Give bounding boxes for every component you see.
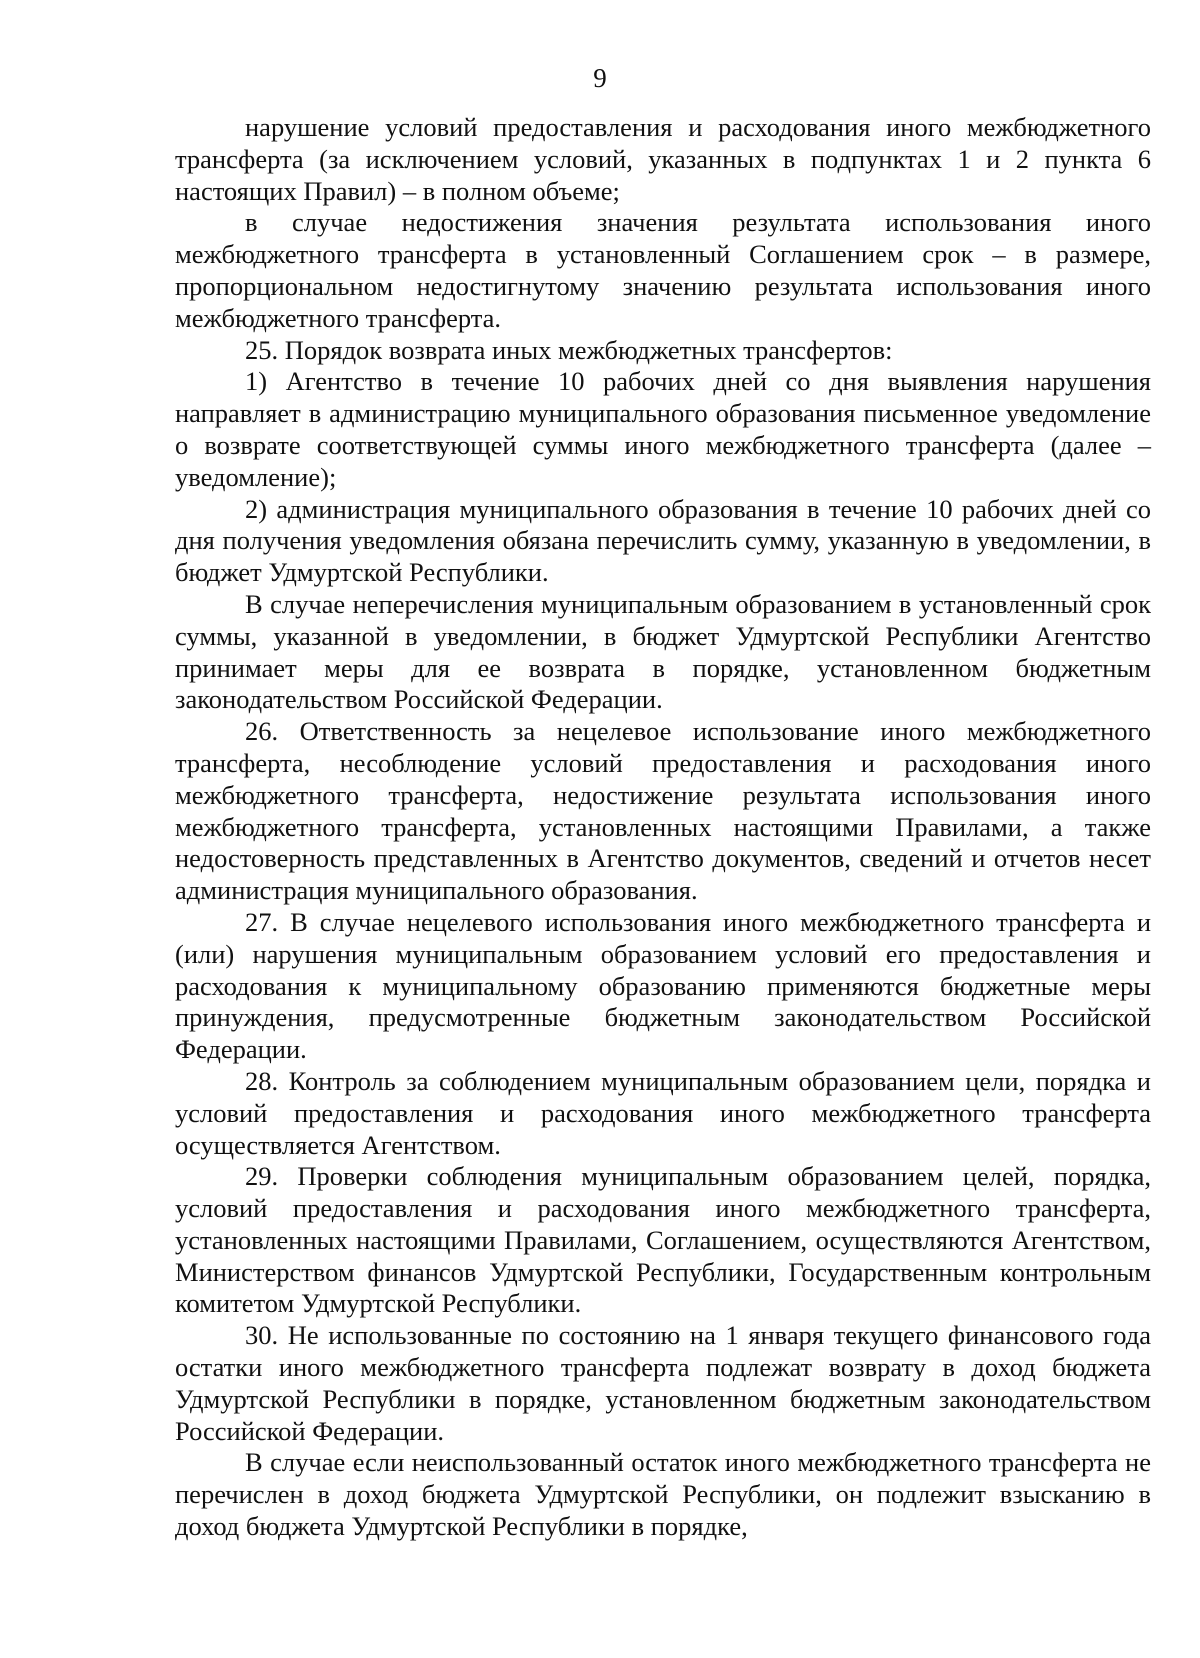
paragraph-penalty-full: нарушение условий предоставления и расходования иного межбюджетного трансферта (за исключением условий, указанных в подпунктах 1 и 2 пункта 6 настоящих Правил) – в полном объеме; bbox=[175, 112, 1151, 206]
paragraph-28: 28. Контроль за соблюдением муниципальным образованием цели, порядка и условий предоставления и расходования иного межбюджетного трансферта осуществляется Агентством. bbox=[175, 1065, 1151, 1160]
paragraph-29: 29. Проверки соблюдения муниципальным образованием целей, порядка, условий предоставления и расходования иного межбюджетного трансферта, установленных настоящими Правилами, Соглашением, осуществляются Агентством, Министерством финансов Удмуртской Республики, Государственным контрольным комитетом Удмуртской Республики. bbox=[175, 1161, 1151, 1319]
document-body bbox=[175, 112, 1151, 1543]
paragraph-25-item-2: 2) администрация муниципального образования в течение 10 рабочих дней со дня получения уведомления обязана перечислить сумму, указанную в уведомлении, в бюджет Удмуртской Республики. bbox=[175, 493, 1151, 588]
page-number: 9 bbox=[593, 63, 607, 93]
paragraph-penalty-proportional: в случае недостижения значения результата использования иного межбюджетного трансферта в установленный Соглашением срок – в размере, пропорциональном недостигнутому значению результата использования иного межбюджетного трансферта. bbox=[175, 207, 1151, 333]
paragraph-26: 26. Ответственность за нецелевое использование иного межбюджетного трансферта, несоблюдение условий предоставления и расходования иного межбюджетного трансферта, недостижение результата использования иного межбюджетного трансферта, установленных настоящими Правилами, а также недостоверность представленных в Агентство документов, сведений и отчетов несет администрация муниципального образования. bbox=[175, 716, 1151, 906]
paragraph-30: 30. Не использованные по состоянию на 1 января текущего финансового года остатки иного межбюджетного трансферта подлежат возврату в доход бюджета Удмуртской Республики в порядке, установленном бюджетным законодательством Российской Федерации. bbox=[175, 1320, 1151, 1446]
paragraph-27: 27. В случае нецелевого использования иного межбюджетного трансферта и (или) нарушения муниципальным образованием условий его предоставления и расходования к муниципальному образованию применяются бюджетные меры принуждения, предусмотренные бюджетным законодательством Российской Федерации. bbox=[175, 906, 1151, 1065]
paragraph-25-heading: 25. Порядок возврата иных межбюджетных трансфертов: bbox=[245, 334, 893, 365]
paragraph-25-item-1: 1) Агентство в течение 10 рабочих дней со дня выявления нарушения направляет в администрацию муниципального образования письменное уведомление о возврате соответствующей суммы иного межбюджетного трансферта (далее – уведомление); bbox=[175, 366, 1151, 492]
paragraph-30-recovery: В случае если неиспользованный остаток иного межбюджетного трансферта не перечислен в доход бюджета Удмуртской Республики, он подлежит взысканию в доход бюджета Удмуртской Республики в порядке, bbox=[175, 1447, 1151, 1542]
paragraph-25-non-transfer: В случае неперечисления муниципальным образованием в установленный срок суммы, указанной в уведомлении, в бюджет Удмуртской Республики Агентство принимает меры для ее возврата в порядке, установленном бюджетным законодательством Российской Федерации. bbox=[175, 588, 1151, 715]
